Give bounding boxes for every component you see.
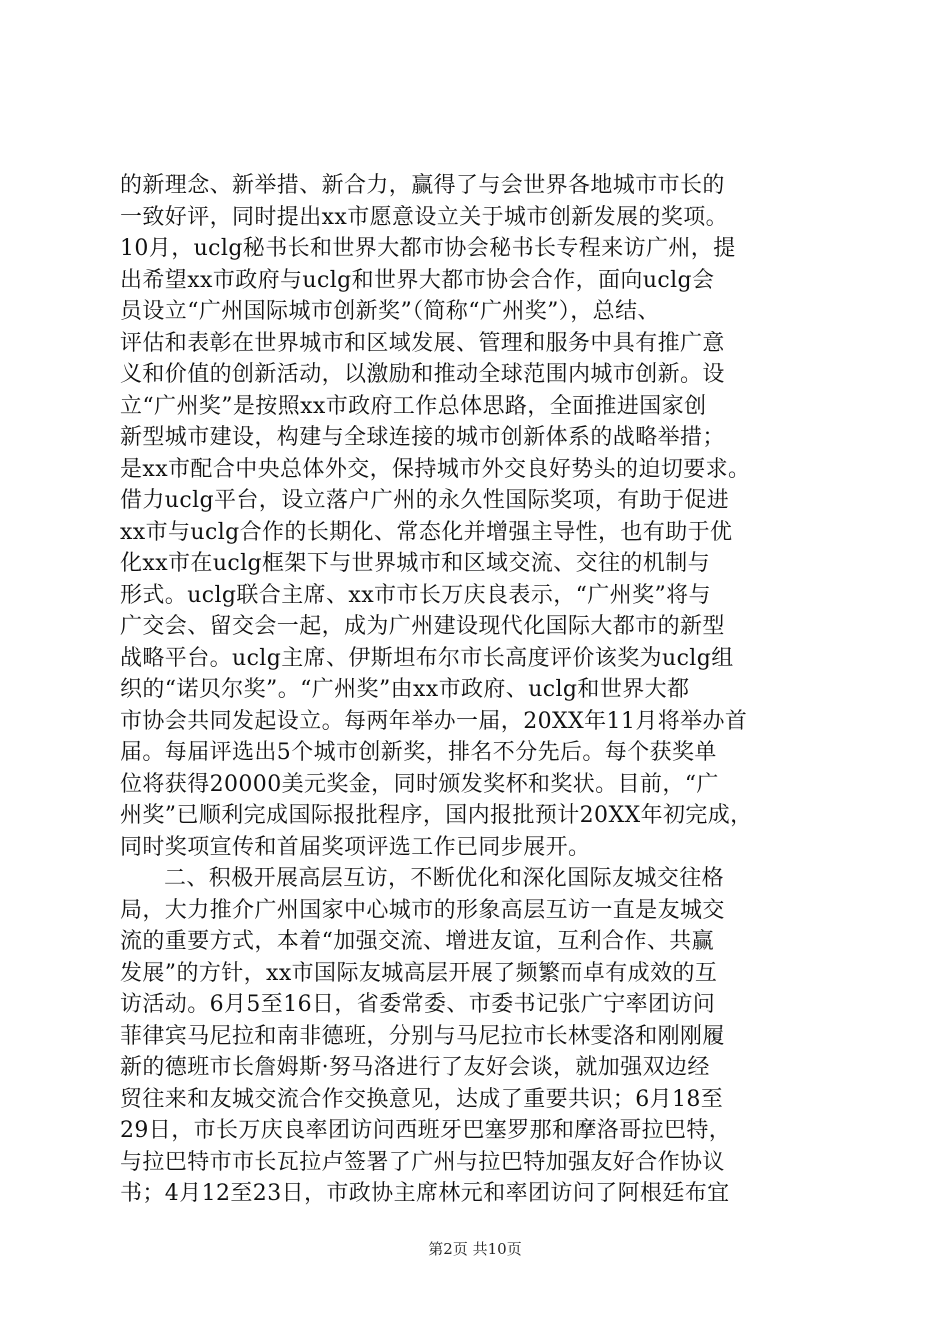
text-line: 是xx市配合中央总体外交，保持城市外交良好势头的迫切要求。 bbox=[120, 456, 751, 482]
text-line: 流的重要方式，本着“加强交流、增进友谊，互利合作、共赢 bbox=[120, 929, 715, 954]
text-line: 的新理念、新举措、新合力，赢得了与会世界各地城市市长的 bbox=[120, 173, 725, 198]
text-line: 一致好评，同时提出xx市愿意设立关于城市创新发展的奖项。 bbox=[120, 204, 729, 230]
text-line: 29日，市长万庆良率团访问西班牙巴塞罗那和摩洛哥拉巴特， bbox=[120, 1118, 732, 1143]
text-line: 立“广州奖”是按照xx市政府工作总体思路，全面推进国家创 bbox=[120, 393, 707, 419]
text-line: 战略平台。uclg主席、伊斯坦布尔市长高度评价该奖为uclg组 bbox=[120, 645, 734, 671]
text-line: 形式。uclg联合主席、xx市市长万庆良表示，“广州奖”将与 bbox=[120, 582, 711, 608]
text-line: 菲律宾马尼拉和南非德班，分别与马尼拉市长林雯洛和刚刚履 bbox=[120, 1023, 725, 1049]
text-line: 局，大力推介广州国家中心城市的形象高层互访一直是友城交 bbox=[120, 897, 725, 923]
document-body bbox=[120, 170, 840, 1210]
paragraph-heading-line: 二、积极开展高层互访，不断优化和深化国际友城交往格 bbox=[164, 866, 725, 891]
text-line: xx市与uclg合作的长期化、常态化并增强主导性，也有助于优 bbox=[120, 519, 733, 545]
text-line: 同时奖项宣传和首届奖项评选工作已同步展开。 bbox=[120, 834, 591, 860]
text-line: 织的“诺贝尔奖”。“广州奖”由xx市政府、uclg和世界大都 bbox=[120, 677, 690, 702]
text-line: 员设立“广州国际城市创新奖”（简称“广州奖”），总结、 bbox=[120, 299, 660, 324]
text-line: 借力uclg平台，设立落户广州的永久性国际奖项，有助于促进 bbox=[120, 488, 730, 513]
text-line: 10月，uclg秘书长和世界大都市协会秘书长专程来访广州，提 bbox=[120, 236, 736, 261]
text-line: 新型城市建设，构建与全球连接的城市创新体系的战略举措； bbox=[120, 425, 725, 450]
text-line: 义和价值的创新活动，以激励和推动全球范围内城市创新。设 bbox=[120, 362, 725, 387]
text-line: 化xx市在uclg框架下与世界城市和区域交流、交往的机制与 bbox=[120, 551, 711, 576]
text-line: 届。每届评选出5个城市创新奖，排名不分先后。每个获奖单 bbox=[120, 740, 717, 765]
text-line: 书；4月12至23日，市政协主席林元和率团访问了阿根廷布宜 bbox=[120, 1181, 730, 1206]
text-line: 州奖”已顺利完成国际报批程序，国内报批预计20XX年初完成， bbox=[120, 803, 753, 828]
text-line: 市协会共同发起设立。每两年举办一届，20XX年11月将举办首 bbox=[120, 708, 748, 734]
text-line: 出希望xx市政府与uclg和世界大都市协会合作，面向uclg会 bbox=[120, 267, 715, 293]
text-line: 新的德班市长詹姆斯·努马洛进行了友好会谈，就加强双边经 bbox=[120, 1055, 710, 1080]
text-line: 位将获得20000美元奖金，同时颁发奖杯和奖状。目前，“广 bbox=[120, 771, 719, 797]
text-line: 发展”的方针，xx市国际友城高层开展了频繁而卓有成效的互 bbox=[120, 960, 718, 986]
text-line: 贸往来和友城交流合作交换意见，达成了重要共识；6月18至 bbox=[120, 1086, 724, 1112]
text-line: 与拉巴特市市长瓦拉卢签署了广州与拉巴特加强友好合作协议 bbox=[120, 1149, 725, 1175]
text-line: 评估和表彰在世界城市和区域发展、管理和服务中具有推广意 bbox=[120, 330, 725, 356]
text-line: 访活动。6月5至16日，省委常委、市委书记张广宁率团访问 bbox=[120, 992, 716, 1017]
text-line: 广交会、留交会一起，成为广州建设现代化国际大都市的新型 bbox=[120, 614, 725, 639]
page-number-footer: 第2页 共10页 bbox=[428, 1240, 522, 1258]
